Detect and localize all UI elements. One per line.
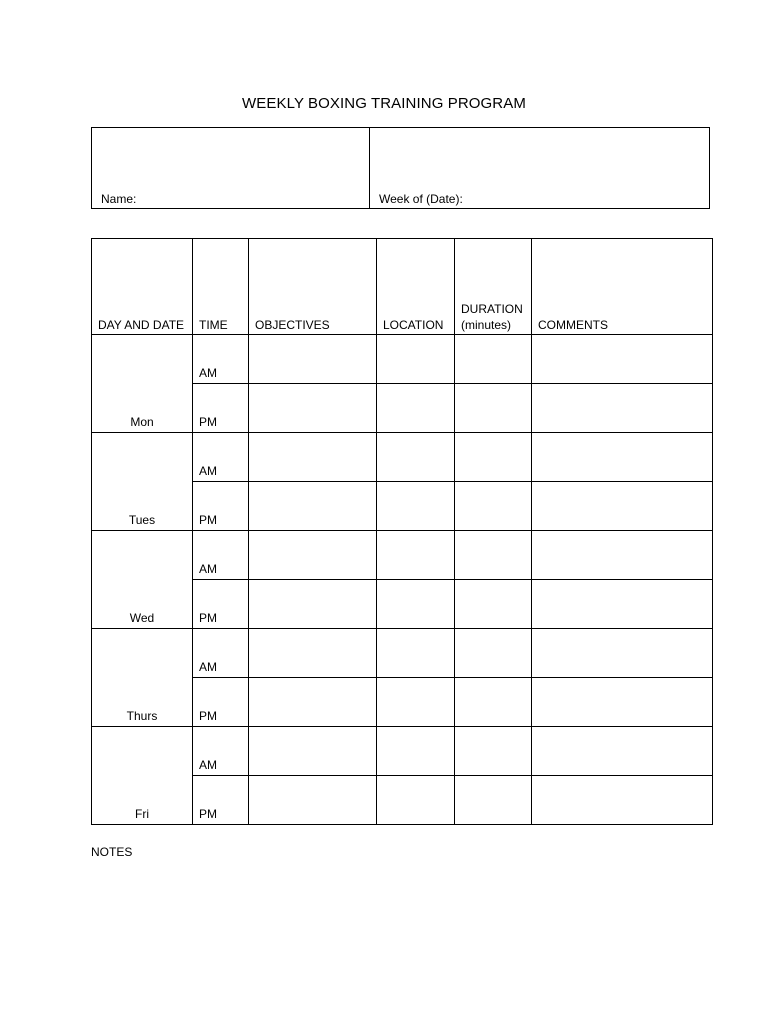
header-duration — [455, 239, 532, 335]
objectives-cell[interactable] — [249, 482, 377, 531]
location-cell[interactable] — [377, 335, 455, 384]
table-row — [92, 335, 713, 384]
comments-cell[interactable] — [532, 580, 713, 629]
week-date-label: Week of (Date): — [379, 192, 463, 206]
header-duration-line2: (minutes) — [461, 318, 512, 332]
time-slot: AM — [193, 433, 249, 482]
location-cell[interactable] — [377, 727, 455, 776]
time-slot: PM — [193, 384, 249, 433]
duration-cell[interactable] — [455, 433, 532, 482]
comments-cell[interactable] — [532, 629, 713, 678]
time-slot: PM — [193, 678, 249, 727]
duration-cell[interactable] — [455, 335, 532, 384]
day-cell: Fri — [92, 727, 193, 825]
location-cell[interactable] — [377, 482, 455, 531]
notes-label: NOTES — [91, 845, 133, 859]
table-row — [92, 531, 713, 580]
training-log-table — [91, 238, 713, 825]
comments-cell[interactable] — [532, 384, 713, 433]
duration-cell[interactable] — [455, 776, 532, 825]
duration-cell[interactable] — [455, 629, 532, 678]
location-cell[interactable] — [377, 580, 455, 629]
objectives-cell[interactable] — [249, 580, 377, 629]
header-objectives: OBJECTIVES — [249, 239, 377, 335]
comments-cell[interactable] — [532, 531, 713, 580]
objectives-cell[interactable] — [249, 531, 377, 580]
day-cell: Wed — [92, 531, 193, 629]
page-title: WEEKLY BOXING TRAINING PROGRAM — [242, 95, 526, 112]
duration-cell[interactable] — [455, 384, 532, 433]
header-duration-line1: DURATION — [461, 302, 523, 316]
objectives-cell[interactable] — [249, 335, 377, 384]
time-slot: AM — [193, 629, 249, 678]
table-header-row — [92, 239, 713, 335]
header-time: TIME — [193, 239, 249, 335]
location-cell[interactable] — [377, 433, 455, 482]
day-cell: Mon — [92, 335, 193, 433]
comments-cell[interactable] — [532, 433, 713, 482]
objectives-cell[interactable] — [249, 727, 377, 776]
comments-cell[interactable] — [532, 482, 713, 531]
time-slot: PM — [193, 580, 249, 629]
duration-cell[interactable] — [455, 482, 532, 531]
header-location: LOCATION — [377, 239, 455, 335]
duration-cell[interactable] — [455, 580, 532, 629]
duration-cell[interactable] — [455, 531, 532, 580]
objectives-cell[interactable] — [249, 629, 377, 678]
objectives-cell[interactable] — [249, 384, 377, 433]
objectives-cell[interactable] — [249, 678, 377, 727]
day-cell: Thurs — [92, 629, 193, 727]
comments-cell[interactable] — [532, 727, 713, 776]
location-cell[interactable] — [377, 531, 455, 580]
time-slot: AM — [193, 727, 249, 776]
header-day-and-date: DAY AND DATE — [92, 239, 193, 335]
time-slot: AM — [193, 531, 249, 580]
duration-cell[interactable] — [455, 678, 532, 727]
location-cell[interactable] — [377, 678, 455, 727]
time-slot: PM — [193, 776, 249, 825]
table-row — [92, 727, 713, 776]
header-comments: COMMENTS — [532, 239, 713, 335]
comments-cell[interactable] — [532, 678, 713, 727]
comments-cell[interactable] — [532, 776, 713, 825]
location-cell[interactable] — [377, 776, 455, 825]
week-date-field[interactable] — [370, 128, 710, 209]
name-field[interactable] — [92, 128, 370, 209]
name-label: Name: — [101, 192, 137, 206]
comments-cell[interactable] — [532, 335, 713, 384]
day-cell: Tues — [92, 433, 193, 531]
table-row — [92, 433, 713, 482]
objectives-cell[interactable] — [249, 776, 377, 825]
location-cell[interactable] — [377, 384, 455, 433]
time-slot: AM — [193, 335, 249, 384]
location-cell[interactable] — [377, 629, 455, 678]
duration-cell[interactable] — [455, 727, 532, 776]
objectives-cell[interactable] — [249, 433, 377, 482]
time-slot: PM — [193, 482, 249, 531]
info-table — [91, 127, 710, 209]
table-row — [92, 629, 713, 678]
